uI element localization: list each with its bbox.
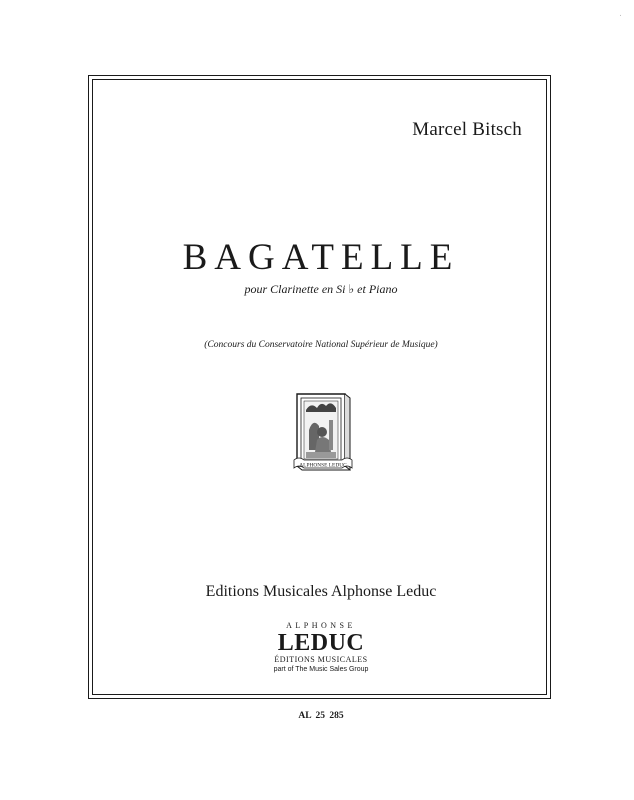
emblem-banner-text: ALPHONSE LEDUC bbox=[299, 462, 347, 469]
inner-frame bbox=[92, 79, 547, 695]
corner-mark: ˙ bbox=[619, 14, 622, 23]
publisher-line: Editions Musicales Alphonse Leduc bbox=[205, 583, 437, 600]
logo-sub-text: ÉDITIONS MUSICALES bbox=[274, 655, 368, 664]
logo-group-text: part of The Music Sales Group bbox=[273, 666, 369, 673]
subtitle: pour Clarinette en Si ♭ et Piano bbox=[244, 282, 398, 296]
logo-main-text: LEDUC bbox=[277, 630, 365, 656]
alphonse-leduc-emblem-icon bbox=[293, 390, 353, 480]
page-title: BAGATELLE bbox=[182, 237, 460, 278]
composer-name: Marcel Bitsch bbox=[412, 119, 522, 140]
catalog-number: AL 25 285 bbox=[298, 711, 344, 721]
competition-note: (Concours du Conservatoire National Supérieur de Musique) bbox=[204, 340, 438, 350]
leduc-logo bbox=[0, 622, 634, 673]
logo-top-text: ALPHONSE bbox=[286, 621, 356, 630]
